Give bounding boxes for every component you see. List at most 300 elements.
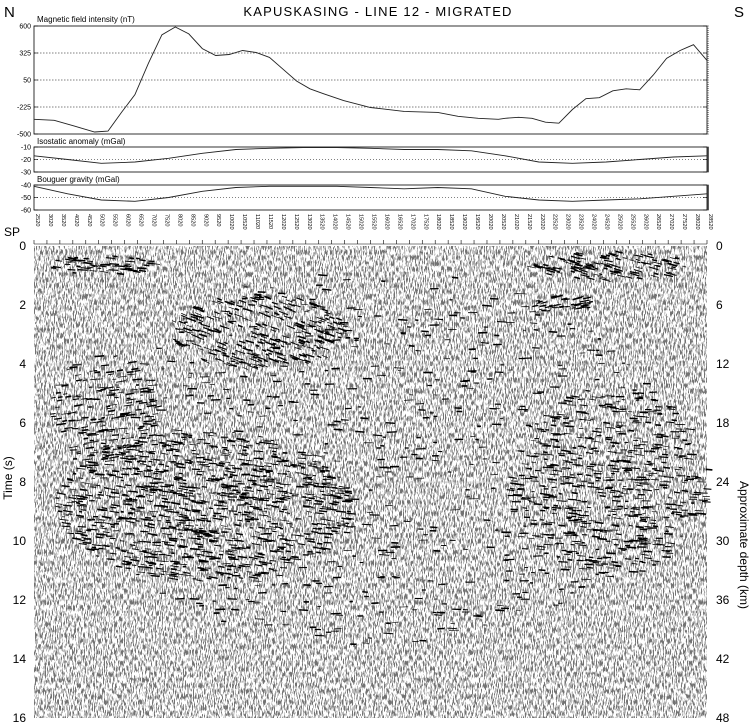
reflector: [316, 552, 321, 553]
reflector: [564, 299, 570, 300]
reflector: [76, 266, 80, 267]
reflector: [162, 446, 166, 447]
reflector: [151, 425, 155, 426]
shotpoint-label: 26020: [642, 214, 649, 230]
reflector: [89, 472, 93, 473]
reflector: [268, 479, 274, 480]
reflector: [109, 270, 119, 271]
reflector: [687, 514, 696, 515]
reflector: [271, 456, 277, 457]
reflector: [567, 517, 573, 518]
reflector: [179, 533, 183, 534]
reflector: [135, 410, 141, 411]
reflector: [262, 564, 267, 565]
reflector: [126, 449, 136, 450]
reflector: [331, 491, 335, 492]
shotpoint-label: 7520: [163, 214, 170, 227]
reflector: [66, 396, 72, 397]
reflector: [404, 400, 413, 401]
reflector: [530, 481, 538, 482]
reflector: [335, 493, 345, 494]
reflector: [703, 489, 711, 490]
reflector: [228, 557, 236, 558]
shotpoint-label: 21020: [512, 214, 519, 230]
reflector: [326, 528, 332, 529]
reflector: [321, 549, 325, 550]
time-axis-label: Time (s): [1, 456, 15, 500]
shotpoint-label: 19520: [474, 214, 481, 230]
reflector: [150, 576, 159, 577]
reflector: [325, 537, 329, 538]
reflector: [211, 448, 214, 449]
reflector: [541, 431, 546, 432]
geophysics-panels: [17, 15, 709, 215]
reflector: [562, 468, 570, 469]
reflector: [373, 435, 383, 436]
reflector: [473, 616, 482, 617]
reflector: [573, 535, 579, 536]
reflector: [280, 499, 288, 500]
reflector: [317, 543, 322, 544]
reflector: [278, 293, 286, 294]
reflector: [123, 504, 130, 505]
reflector: [237, 500, 244, 501]
reflector: [111, 527, 115, 528]
reflector: [577, 261, 581, 262]
reflector: [190, 445, 197, 446]
reflector: [106, 406, 110, 407]
reflector: [86, 530, 91, 531]
reflector: [193, 532, 202, 533]
shotpoint-label: 9020: [202, 214, 209, 227]
reflector: [260, 486, 268, 487]
reflector: [225, 488, 232, 489]
shotpoint-label: 15020: [357, 214, 364, 230]
reflector: [559, 455, 565, 456]
reflector: [128, 459, 137, 460]
reflector: [549, 332, 558, 333]
reflector: [142, 391, 151, 392]
reflector: [121, 453, 126, 454]
reflector: [139, 444, 143, 445]
reflector: [447, 628, 456, 629]
reflector: [117, 447, 121, 448]
reflector: [136, 401, 142, 402]
reflector: [646, 422, 652, 423]
reflector: [127, 563, 131, 564]
reflector: [121, 474, 129, 475]
reflector: [666, 504, 676, 505]
depth-ticks: [716, 239, 730, 725]
reflector: [207, 578, 212, 579]
reflector: [138, 428, 143, 429]
reflector: [281, 461, 287, 462]
reflector: [311, 532, 318, 533]
reflector: [144, 557, 148, 558]
reflector: [227, 599, 237, 600]
reflector: [126, 456, 134, 457]
reflector: [196, 556, 199, 557]
reflector: [104, 488, 109, 489]
reflector: [83, 380, 87, 381]
reflector: [651, 520, 657, 521]
reflector: [56, 393, 61, 394]
reflector: [674, 492, 680, 493]
reflector: [542, 306, 545, 307]
reflector: [229, 511, 238, 512]
shotpoint-label: 24520: [603, 214, 610, 230]
reflector: [567, 405, 576, 406]
reflector: [682, 491, 689, 492]
panel-y-tick: -10: [20, 144, 31, 152]
reflector: [209, 463, 217, 464]
reflector: [254, 451, 264, 452]
reflector: [184, 530, 193, 531]
reflector: [344, 495, 349, 496]
reflector: [273, 454, 277, 455]
reflector: [165, 485, 174, 486]
reflector: [281, 549, 284, 550]
reflector: [92, 525, 97, 526]
reflector: [659, 457, 669, 458]
reflector: [50, 414, 55, 415]
reflector: [89, 465, 99, 466]
reflector: [629, 525, 633, 526]
reflector: [139, 402, 147, 403]
reflector: [76, 503, 80, 504]
reflector: [580, 527, 586, 528]
reflector: [162, 502, 171, 503]
reflector: [129, 258, 134, 259]
reflector: [434, 319, 443, 320]
reflector: [523, 508, 528, 509]
reflector: [214, 505, 222, 506]
reflector: [409, 346, 415, 347]
reflector: [88, 529, 97, 530]
reflector: [94, 450, 97, 451]
reflector: [149, 492, 156, 493]
reflector: [116, 548, 120, 549]
reflector: [95, 474, 105, 475]
shotpoint-label: 4020: [72, 214, 79, 227]
reflector: [87, 455, 95, 456]
reflector: [192, 511, 200, 512]
reflector: [95, 522, 104, 523]
reflector: [76, 453, 81, 454]
reflector: [149, 399, 154, 400]
shotpoint-label: 6520: [137, 214, 144, 227]
shotpoint-label: 27520: [681, 214, 688, 230]
reflector: [298, 452, 306, 453]
reflector: [101, 448, 104, 449]
reflector: [141, 433, 147, 434]
reflector: [58, 511, 62, 512]
reflector: [151, 535, 157, 536]
reflector: [276, 483, 281, 484]
reflector: [567, 532, 575, 533]
reflector: [237, 439, 245, 440]
reflector: [147, 438, 150, 439]
reflector: [551, 464, 558, 465]
reflector: [626, 547, 636, 548]
reflector: [305, 539, 315, 540]
reflector: [514, 495, 522, 496]
reflector: [181, 540, 186, 541]
reflector: [635, 558, 639, 559]
reflector: [247, 572, 252, 573]
reflector: [252, 469, 256, 470]
reflector: [76, 380, 82, 381]
reflector: [665, 531, 668, 532]
reflector: [221, 492, 225, 493]
shotpoint-label: 8020: [176, 214, 183, 227]
reflector: [653, 526, 658, 527]
shotpoint-label: 14520: [344, 214, 351, 230]
reflector: [154, 482, 163, 483]
reflector: [635, 416, 645, 417]
panel-series-line: [34, 148, 707, 164]
reflector: [615, 526, 620, 527]
reflector: [261, 572, 269, 573]
reflector: [207, 556, 216, 557]
reflector: [336, 511, 346, 512]
reflector: [167, 361, 175, 362]
reflector: [226, 468, 231, 469]
reflector: [497, 322, 506, 323]
reflector: [120, 541, 125, 542]
reflector: [551, 439, 558, 440]
reflector: [386, 423, 396, 424]
reflector: [394, 368, 404, 369]
reflector: [595, 522, 604, 523]
reflector: [663, 467, 670, 468]
reflector: [322, 289, 331, 290]
reflector: [603, 423, 610, 424]
reflector: [130, 508, 135, 509]
reflector: [362, 524, 372, 525]
reflector: [611, 562, 618, 563]
reflector: [111, 507, 117, 508]
south-label: S: [734, 4, 745, 21]
reflector: [143, 265, 149, 266]
reflector: [256, 345, 259, 346]
reflector: [261, 534, 271, 535]
reflector: [344, 532, 351, 533]
north-label: N: [4, 4, 15, 21]
reflector: [229, 545, 237, 546]
reflector: [239, 566, 246, 567]
reflector: [80, 490, 85, 491]
reflector: [75, 533, 84, 534]
shotpoint-label: 5020: [98, 214, 105, 227]
reflector: [311, 394, 320, 395]
reflector: [73, 273, 77, 274]
depth-tick-label: 0: [716, 239, 723, 253]
reflector: [540, 520, 544, 521]
reflector: [62, 526, 71, 527]
reflector: [654, 273, 658, 274]
reflector: [164, 499, 168, 500]
reflector: [303, 585, 311, 586]
reflector: [192, 454, 199, 455]
reflector: [229, 559, 239, 560]
reflector: [586, 414, 589, 415]
reflector: [189, 491, 195, 492]
reflector: [174, 465, 178, 466]
reflector: [568, 513, 577, 514]
shotpoint-label: 20020: [486, 214, 493, 230]
reflector: [567, 560, 572, 561]
reflector: [291, 557, 298, 558]
reflector: [574, 519, 583, 520]
reflector: [226, 551, 232, 552]
time-tick-label: 2: [19, 298, 26, 312]
reflector: [318, 275, 327, 276]
reflector: [618, 548, 627, 549]
reflector: [398, 320, 408, 321]
reflector: [112, 256, 117, 257]
reflector: [83, 497, 88, 498]
reflector: [571, 271, 575, 272]
reflector: [173, 339, 176, 340]
reflector: [190, 599, 200, 600]
reflector: [625, 472, 629, 473]
reflector: [248, 412, 254, 413]
reflector: [482, 305, 492, 306]
reflector: [112, 471, 119, 472]
depth-tick-label: 24: [716, 475, 730, 489]
reflector: [554, 447, 561, 448]
reflector: [257, 490, 262, 491]
shotpoint-label: 22020: [538, 214, 545, 230]
shotpoint-label: 22520: [551, 214, 558, 230]
reflector: [197, 539, 201, 540]
reflector: [128, 513, 133, 514]
reflector: [256, 444, 260, 445]
reflector: [235, 525, 241, 526]
reflector: [267, 563, 272, 564]
reflector: [170, 561, 179, 562]
shotpoint-label: 12020: [279, 214, 286, 230]
reflector: [323, 480, 327, 481]
reflector: [587, 507, 592, 508]
reflector: [637, 262, 640, 263]
reflector: [178, 546, 185, 547]
reflector: [529, 426, 532, 427]
reflector: [326, 471, 330, 472]
reflector: [548, 538, 554, 539]
reflector: [68, 420, 75, 421]
reflector: [209, 541, 215, 542]
reflector: [89, 470, 96, 471]
reflector: [654, 265, 658, 266]
reflector: [568, 499, 577, 500]
time-tick-label: 6: [19, 416, 26, 430]
panel-y-tick: -30: [20, 169, 31, 177]
reflector: [58, 397, 63, 398]
reflector: [73, 364, 82, 365]
reflector: [248, 498, 254, 499]
panel-y-tick: -40: [20, 182, 31, 190]
reflector: [146, 466, 151, 467]
shotpoint-label: 28020: [694, 214, 701, 230]
reflector: [108, 410, 115, 411]
reflector: [148, 557, 157, 558]
time-tick-label: 16: [12, 711, 26, 725]
reflector: [198, 439, 206, 440]
shotpoint-label: 3020: [46, 214, 53, 227]
reflector: [639, 397, 643, 398]
reflector: [97, 534, 105, 535]
reflector: [538, 301, 543, 302]
reflector: [296, 487, 304, 488]
reflector: [415, 404, 424, 405]
reflector: [572, 493, 578, 494]
reflector: [629, 430, 634, 431]
reflector: [545, 524, 553, 525]
reflector: [79, 478, 84, 479]
reflector: [260, 498, 269, 499]
panel-label: Bouguer gravity (mGal): [37, 175, 120, 184]
reflector: [341, 420, 349, 421]
reflector: [256, 499, 264, 500]
reflector: [81, 540, 85, 541]
reflector: [127, 553, 133, 554]
reflector: [590, 464, 597, 465]
reflector: [192, 510, 201, 511]
reflector: [107, 394, 116, 395]
reflector: [167, 441, 175, 442]
reflector: [185, 460, 191, 461]
reflector: [56, 385, 65, 386]
depth-tick-label: 36: [716, 593, 730, 607]
shotpoint-label: 3520: [59, 214, 66, 227]
reflector: [627, 452, 632, 453]
reflector: [332, 488, 337, 489]
reflector: [118, 550, 128, 551]
reflector: [78, 270, 88, 271]
reflector: [607, 407, 617, 408]
reflector: [197, 462, 206, 463]
reflector: [686, 479, 695, 480]
panel-y-tick: -500: [16, 131, 31, 139]
shotpoint-label: 11520: [266, 214, 273, 230]
reflector: [55, 498, 59, 499]
reflector: [319, 511, 327, 512]
time-tick-label: 0: [19, 239, 26, 253]
panel-y-tick: -60: [20, 207, 31, 215]
reflector: [259, 500, 269, 501]
shotpoint-label: 14020: [331, 214, 338, 230]
reflector: [610, 530, 619, 531]
reflector: [117, 274, 124, 275]
reflector: [616, 427, 622, 428]
reflector: [98, 495, 104, 496]
panel-label: Isostatic anomaly (mGal): [37, 137, 126, 146]
shotpoint-label: 25520: [629, 214, 636, 230]
reflector: [101, 459, 108, 460]
reflector: [586, 475, 591, 476]
reflector: [280, 528, 283, 529]
shotpoint-label: 24020: [590, 214, 597, 230]
reflector: [272, 464, 278, 465]
reflector: [563, 423, 569, 424]
reflector: [702, 501, 711, 502]
shotpoint-label: 9520: [215, 214, 222, 227]
reflector: [62, 486, 70, 487]
depth-tick-label: 12: [716, 357, 730, 371]
shotpoint-label: 27020: [668, 214, 675, 230]
